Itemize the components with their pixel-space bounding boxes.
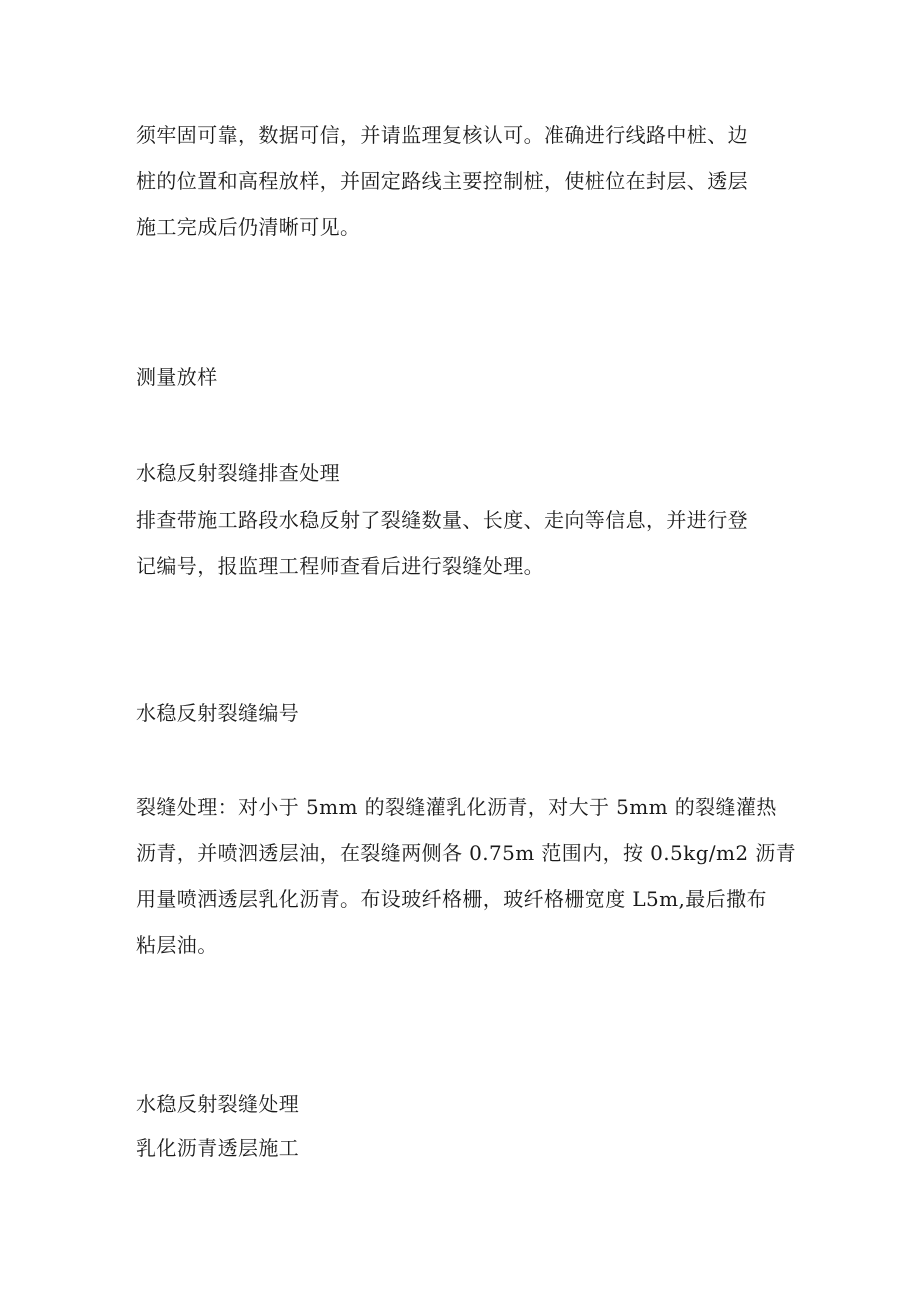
crack-treatment-line-3: 用量喷洒透层乳化沥青。布设玻纤格栅，玻纤格栅宽度 L5m,最后撒布 [136, 887, 767, 911]
caption-emulsion: 乳化沥青透层施工 [136, 1136, 300, 1160]
intro-line-1: 须牢固可靠，数据可信，并请监理复核认可。准确进行线路中桩、边 [136, 123, 748, 147]
crack-treatment-paragraph [136, 784, 796, 968]
section-crack-check-title: 水稳反射裂缝排查处理 [136, 461, 340, 485]
intro-line-3: 施工完成后仍清晰可见。 [136, 215, 361, 239]
caption-crack-treatment: 水稳反射裂缝处理 [136, 1092, 300, 1116]
intro-paragraph [136, 112, 796, 250]
caption-crack-number: 水稳反射裂缝编号 [136, 701, 300, 725]
crack-treatment-line-2: 沥青，并喷泗透层油，在裂缝两侧各 0.75m 范围内，按 0.5kg∕m2 沥青 [136, 841, 797, 865]
crack-treatment-line-1: 裂缝处理：对小于 5mm 的裂缝灌乳化沥青，对大于 5mm 的裂缝灌热 [136, 795, 777, 819]
intro-line-2: 桩的位置和高程放样，并固定路线主要控制桩，使桩位在封层、透层 [136, 169, 748, 193]
crack-treatment-line-4: 粘层油。 [136, 933, 218, 957]
crack-check-paragraph [136, 497, 796, 589]
crack-check-line-1: 排查带施工路段水稳反射了裂缝数量、长度、走向等信息，并进行登 [136, 508, 748, 532]
caption-survey: 测量放样 [136, 365, 218, 389]
crack-check-line-2: 记编号，报监理工程师查看后进行裂缝处理。 [136, 554, 544, 578]
